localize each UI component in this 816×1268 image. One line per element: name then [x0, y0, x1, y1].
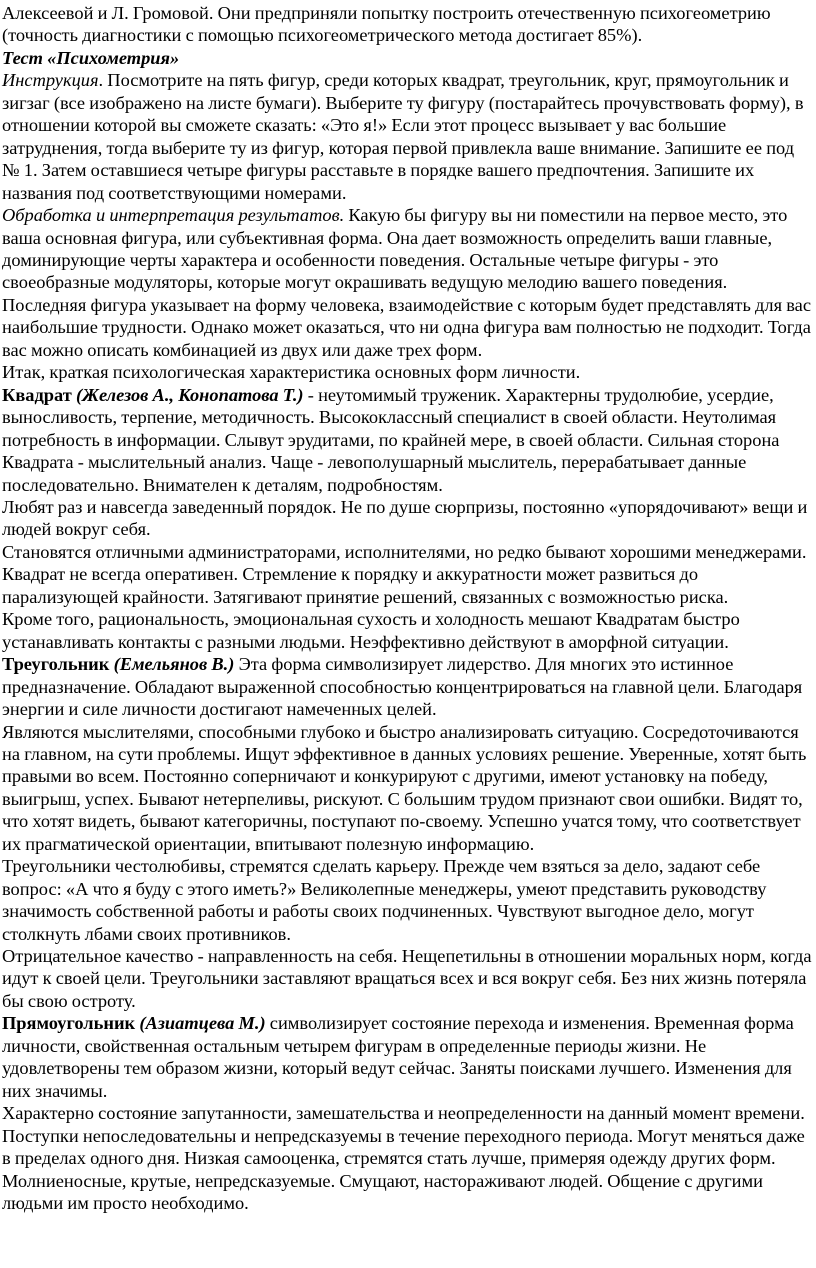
instruction-text: . Посмотрите на пять фигур, среди которых квадрат, треугольник, круг, прямоугольник и зигзаг (все изображено на листе бумаги). Выберите ту фигуру (постарайтесь прочувствовать форму), в отношении которой вы сможете сказать: «Это я!» Если этот процесс вызывает у вас большие затруднения, тогда выберите ту из фигур, которая первой привлекла ваше внимание. Запишите ее под № 1. Затем оставшиеся четыре фигуры расставьте в порядке вашего предпочтения. Запишите их названия под соответствующими номерами. — [2, 70, 804, 203]
square-paragraph: Становятся отличными администраторами, исполнителями, но редко бывают хорошими менеджерами. Квадрат не всегда оперативен. Стремление к порядку и аккуратности может развиться до парализующей крайности. Затягивают принятие решений, связанных с возможностью риска. — [2, 541, 807, 607]
test-title: Тест «Психометрия» — [2, 47, 180, 68]
instruction-label: Инструкция — [2, 70, 99, 91]
intro-text: Алексеевой и Л. Громовой. Они предприняли попытку построить отечественную психогеометрию (точность диагностики с помощью психогеометрического метода достигает 85%). — [2, 3, 771, 46]
rectangle-lead-text: символизирует состояние перехода и изменения. Временная форма личности, свойственная остальным четырем фигурам в определенные периоды жизни. Не удовлетворены тем образом жизни, который ведут сейчас. Заняты поисками лучшего. Изменения для них значимы. — [2, 1013, 794, 1101]
square-authors: (Железов А., Конопатова Т.) — [71, 384, 304, 405]
triangle-authors: (Емельянов В.) — [109, 654, 235, 675]
processing-paragraph — [2, 204, 812, 361]
triangle-lead-text: Эта форма символизирует лидерство. Для многих это истинное предназначение. Обладают выраженной способностью концентрироваться на главной цели. Благодаря энергии и силе личности достигают намеченных целей. — [2, 654, 803, 720]
square-paragraph: Любят раз и навсегда заведенный порядок. Не по душе сюрпризы, постоянно «упорядочивают» вещи и людей вокруг себя. — [2, 496, 808, 540]
square-paragraph: Кроме того, рациональность, эмоциональная сухость и холодность мешают Квадратам быстро устанавливать контакты с разными людьми. Неэффективно действуют в аморфной ситуации. — [2, 609, 740, 652]
summary-intro: Итак, краткая психологическая характеристика основных форм личности. — [2, 362, 581, 383]
processing-label: Обработка и интерпретация результатов. — [2, 205, 345, 226]
triangle-paragraph: Отрицательное качество - направленность на себя. Нещепетильны в отношении моральных норм, когда идут к своей цели. Треугольники заставляют вращаться всех и вся вокруг себя. Без них жизнь потеряла бы свою остроту. — [2, 946, 812, 1011]
intro-paragraph — [2, 2, 812, 47]
rectangle-paragraph: Характерно состояние запутанности, замешательства и неопределенности на данный момент времени. Поступки непоследовательны и непредсказуемы в течение переходного периода. Могут меняться даже в пределах одного дня. Низкая самооценка, стремятся стать лучше, примеряя одежду других форм. Молниеносные, крутые, непредсказуемые. Смущают, настораживают людей. Общение с другими людьми им просто необходимо. — [2, 1103, 805, 1214]
triangle-paragraph: Треугольники честолюбивы, стремятся сделать карьеру. Прежде чем взяться за дело, задают себе вопрос: «А что я буду с этого иметь?» Великолепные менеджеры, умеют представить руководству значимость собственной работы и работы своих подчиненных. Чувствуют выгодное дело, могут столкнуть лбами своих противников. — [2, 856, 767, 944]
square-lead-paragraph — [2, 384, 812, 496]
triangle-paragraph: Являются мыслителями, способными глубоко и быстро анализировать ситуацию. Сосредоточиваются на главном, на сути проблемы. Ищут эффективное в данных условиях решение. Уверенные, хотят быть правыми во всем. Постоянно соперничают и конкурируют с другими, имеют установку на победу, выигрыш, успех. Бывают нетерпеливы, рискуют. С большим трудом признают свои ошибки. Видят то, что хотят видеть, бывают категоричны, поступают по-своему. Успешно учатся тому, что соответствует их прагматической ориентации, впитывают полезную информацию. — [2, 721, 807, 854]
square-heading: Квадрат — [2, 384, 72, 405]
rectangle-heading: Прямоугольник — [2, 1013, 136, 1034]
processing-text: Какую бы фигуру вы ни поместили на первое место, это ваша основная фигура, или субъективная форма. Она дает возможность определить ваши главные, доминирующие черты характера и особенности поведения. Остальные четыре фигуры - это своеобразные модуляторы, которые могут окрашивать ведущую мелодию вашего поведения. Последняя фигура указывает на форму человека, взаимодействие с которым будет представлять для вас наибольшие трудности. Однако может оказаться, что ни одна фигура вам полностью не подходит. Тогда вас можно описать комбинацией из двух или даже трех форм. — [2, 205, 811, 360]
rectangle-lead-paragraph — [2, 1012, 812, 1102]
instruction-paragraph — [2, 69, 812, 204]
square-lead-text: - неутомимый труженик. Характерны трудолюбие, усердие, выносливость, терпение, методичность. Высококлассный специалист в своей области. Неутолимая потребность в информации. Слывут эрудитами, по крайней мере, в своей области. Сильная сторона Квадрата - мыслительный анализ. Чаще - левополушарный мыслитель, перерабатывает данные последовательно. Внимателен к деталям, подробностям. — [2, 384, 780, 495]
triangle-lead-paragraph — [2, 653, 812, 720]
rectangle-authors: (Азиатцева М.) — [135, 1013, 266, 1034]
triangle-heading: Треугольник — [2, 654, 110, 675]
